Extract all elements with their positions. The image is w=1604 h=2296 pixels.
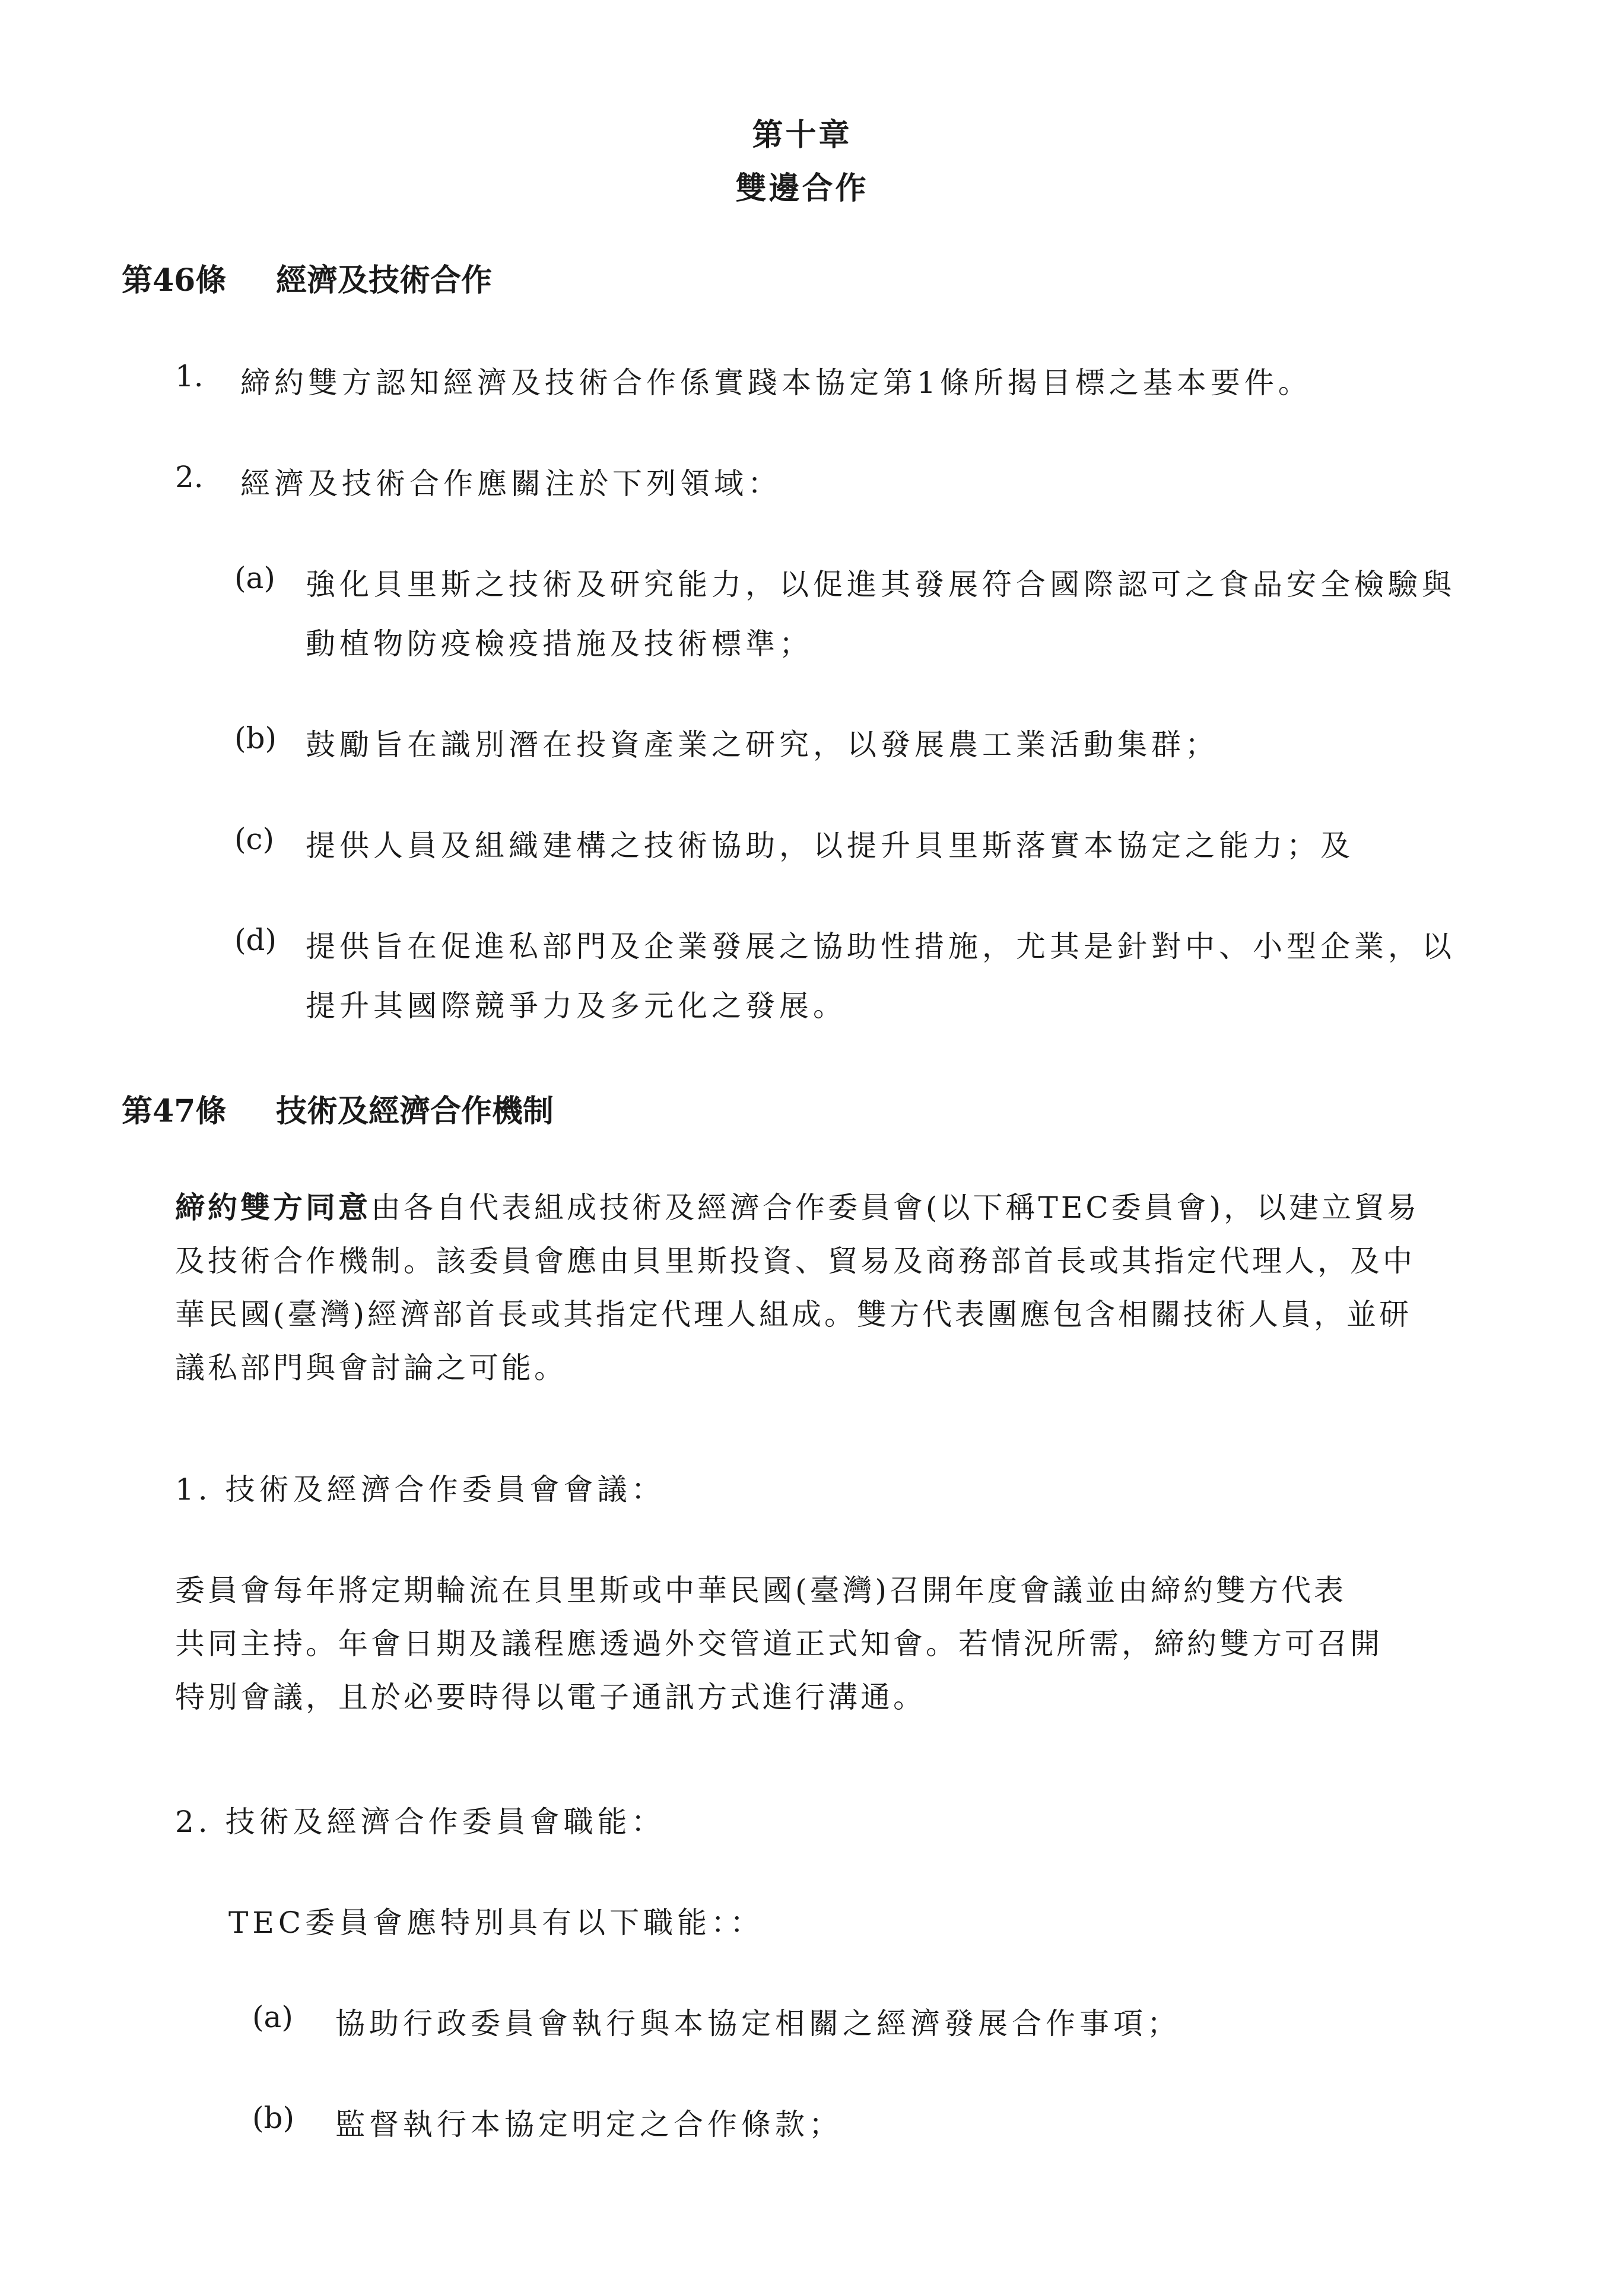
article-47-title: 技術及經濟合作機制 xyxy=(276,1093,554,1129)
subitem-d-line2: 提升其國際競爭力及多元化之發展。 xyxy=(306,989,847,1023)
subitem-c-line1: 提供人員及組織建構之技術協助，以提升貝里斯落實本協定之能力；及 xyxy=(306,828,1354,863)
chapter-number: 第十章 xyxy=(752,117,852,153)
section-1-line1: 委員會每年將定期輪流在貝里斯或中華民國(臺灣)召開年度會議並由締約雙方代表 xyxy=(175,1573,1347,1608)
section-2-heading: 2. 技術及經濟合作委員會職能： xyxy=(175,1805,665,1839)
article-47-intro-line2: 及技術合作機制。該委員會應由貝里斯投資、貿易及商務部首長或其指定代理人，及中 xyxy=(175,1244,1415,1278)
section-1-line2: 共同主持。年會日期及議程應透過外交管道正式知會。若情況所需，締約雙方可召開 xyxy=(175,1627,1383,1661)
article-47-number: 第47條 xyxy=(122,1093,227,1129)
article-46-heading xyxy=(122,255,492,300)
section-2-item-b-text: 監督執行本協定明定之合作條款； xyxy=(335,2107,843,2142)
section-1-heading: 1. 技術及經濟合作委員會會議： xyxy=(175,1472,665,1507)
section-2-item-a-marker: (a) xyxy=(252,2000,293,2034)
section-2-intro: TEC委員會應特別具有以下職能：： xyxy=(228,1906,764,1940)
item-2-text: 經濟及技術合作應關注於下列領域： xyxy=(240,466,782,501)
article-47-intro-lead: 締約雙方同意 xyxy=(175,1190,371,1225)
subitem-d-marker: (d) xyxy=(234,923,277,957)
subitem-c-marker: (c) xyxy=(234,822,275,856)
article-47-intro-line4: 議私部門與會討論之可能。 xyxy=(175,1351,567,1385)
section-1-line3: 特別會議，且於必要時得以電子通訊方式進行溝通。 xyxy=(175,1680,926,1714)
article-47-intro-line1-rest: 由各自代表組成技術及經濟合作委員會(以下稱TEC委員會)，以建立貿易 xyxy=(371,1190,1420,1225)
subitem-b-line1: 鼓勵旨在識別潛在投資產業之研究，以發展農工業活動集群； xyxy=(306,728,1219,762)
chapter-title: 雙邊合作 xyxy=(735,170,869,207)
article-47-intro-line3: 華民國(臺灣)經濟部首長或其指定代理人組成。雙方代表團應包含相關技術人員，並研 xyxy=(175,1297,1412,1332)
subitem-a-line2: 動植物防疫檢疫措施及技術標準； xyxy=(306,627,813,661)
section-2-item-b-marker: (b) xyxy=(252,2101,295,2135)
section-2-item-a-text: 協助行政委員會執行與本協定相關之經濟發展合作事項； xyxy=(335,2006,1181,2041)
article-46-number: 第46條 xyxy=(122,262,227,298)
subitem-a-line1: 強化貝里斯之技術及研究能力，以促進其發展符合國際認可之食品安全檢驗與 xyxy=(306,567,1456,602)
article-47-heading xyxy=(122,1086,554,1130)
subitem-a-marker: (a) xyxy=(234,561,275,595)
article-46-title: 經濟及技術合作 xyxy=(276,262,493,298)
subitem-d-line1: 提供旨在促進私部門及企業發展之協助性措施，尤其是針對中、小型企業，以 xyxy=(306,929,1456,964)
item-2-marker: 2. xyxy=(175,460,204,494)
article-47-intro-line1 xyxy=(175,1184,1419,1227)
subitem-b-marker: (b) xyxy=(234,721,277,755)
item-1-marker: 1. xyxy=(175,359,204,393)
item-1-text: 締約雙方認知經濟及技術合作係實踐本協定第1條所揭目標之基本要件。 xyxy=(240,366,1312,400)
